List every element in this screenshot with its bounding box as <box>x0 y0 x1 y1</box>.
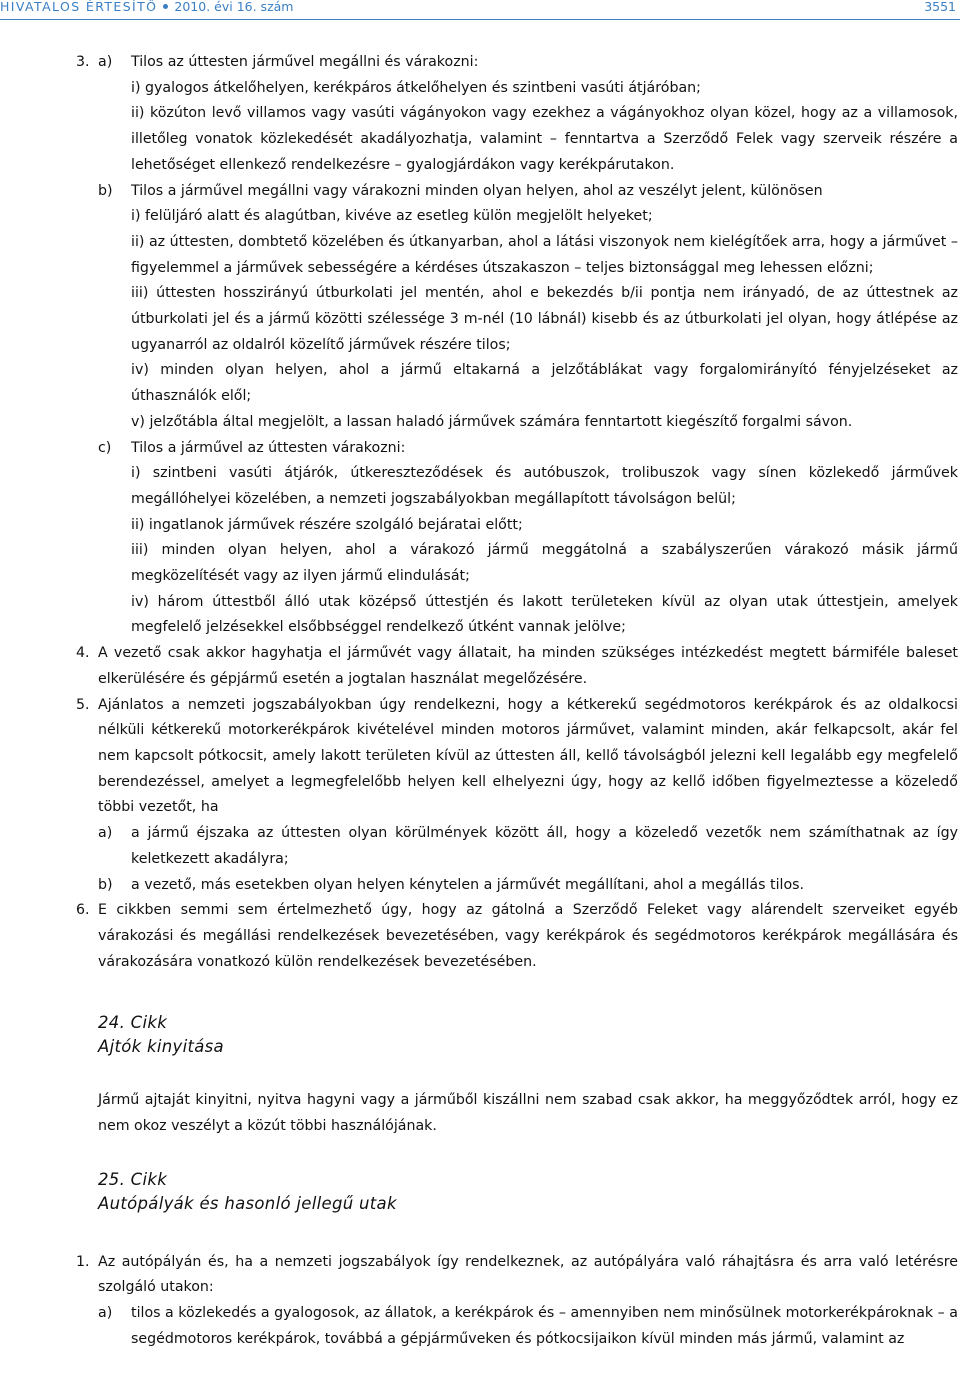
article-25-item-1 <box>0 1250 960 1301</box>
header-rule <box>0 19 960 20</box>
item-3b-v: v) jelzőtábla által megjelölt, a lassan haladó járművek számára fenntartott kiegészítő forgalmi sávon. <box>131 413 853 430</box>
item-4 <box>0 641 960 692</box>
document-body <box>0 50 960 1353</box>
item-3c-intro <box>0 436 960 462</box>
article-24-number: 24. Cikk <box>98 1013 168 1033</box>
item-3a-ii: ii) közúton levő villamos vagy vasúti vágányokon vagy ezekhez a vágányokhoz olyan közel, hogy az a villamosok, illetőleg vonatok közlekedését akadályozhatja, valamint – fenntartva a Szerződő Felek vagy szerveik részére a lehetőséget ellenkező rendelkezésre – gyalogjárdákon vagy kerékpárutakon. <box>131 105 958 173</box>
article-25-number: 25. Cikk <box>98 1169 168 1189</box>
item-3b-intro <box>0 179 960 205</box>
item-number: 5. <box>76 696 90 713</box>
item-5b <box>0 873 960 899</box>
issue-info: 2010. évi 16. szám <box>174 0 294 14</box>
item-number: 4. <box>76 645 90 662</box>
paragraph-text: a jármű éjszaka az úttesten olyan körülmények között áll, hogy a közeledő vezetők nem számíthatnak az így keletkezett akadályra; <box>131 825 958 867</box>
paragraph-text: E cikkben semmi sem értelmezhető úgy, hogy az gátolná a Szerződő Feleket vagy alárendelt szerveiket egyéb várakozási és megállási rendelkezések bevezetésében, vagy kerékpárok és segédmotoros kerékpárok megállására és várakozására vonatkozó külön rendelkezések bevezetésében. <box>98 902 958 970</box>
item-3b-i: i) felüljáró alatt és alagútban, kivéve az esetleg külön megjelölt helyeket; <box>131 208 653 225</box>
paragraph-text: Tilos a járművel az úttesten várakozni: <box>131 439 406 456</box>
paragraph-text: A vezető csak akkor hagyhatja el járművét vagy állatait, ha minden szükséges intézkedést megtett bármiféle baleset elkerülésére és gépjármű esetén a jogtalan használat megelőzésére. <box>98 645 958 687</box>
item-3c-iii: iii) minden olyan helyen, ahol a várakozó jármű meggátolná a szabályszerűen várakozó másik jármű megközelítését vagy az ilyen jármű elindulását; <box>131 542 958 585</box>
item-5a <box>0 821 960 872</box>
publication-header <box>0 0 293 14</box>
item-6 <box>0 898 960 975</box>
item-3c-iv: iv) három úttestből álló utak középső úttestjén és lakott területeken kívül az olyan utak úttestjein, amelyek megfelelő jelzésekkel elsőbbséggel rendelkező útként vannak jelölve; <box>131 593 958 636</box>
article-25-item-1a <box>0 1301 960 1352</box>
sub-label: a) <box>98 825 113 842</box>
paragraph-text: a vezető, más esetekben olyan helyen kénytelen a járművét megállítani, ahol a megállás tilos. <box>131 876 805 893</box>
item-3a-intro <box>0 50 960 76</box>
bullet-separator-icon <box>163 4 168 9</box>
sub-label: a) <box>98 1305 113 1322</box>
item-3b-iii: iii) úttesten hosszirányú útburkolati jel mentén, ahol e bekezdés b/ii pontja nem irányadó, de az úttestnek az útburkolati jel és a jármű közötti szélessége 3 m-nél (10 lábnál) kisebb és az útburkolati jel olyan, hogy átlépése az ugyanarról az oldalról közelítő járművek részére tilos; <box>131 285 958 353</box>
item-3c-i: i) szintbeni vasúti átjárók, útkereszteződések és autóbuszok, trolibuszok vagy sínen közlekedő járművek megállóhelyei közelében, a nemzeti jogszabályokban megállapított távolságon belül; <box>131 465 958 507</box>
item-number: 6. <box>76 902 90 919</box>
paragraph-text: Tilos az úttesten járművel megállni és várakozni: <box>131 54 479 70</box>
paragraph-text: tilos a közlekedés a gyalogosok, az állatok, a kerékpárok és – amennyiben nem minősülnek motorkerékpároknak – a segédmotoros kerékpárok, továbbá a gépjárműveken és pótkocsijaikon kívül minden más jármű, valamint az <box>131 1305 958 1347</box>
sub-label: b) <box>98 182 113 199</box>
article-24-text: Jármű ajtaját kinyitni, nyitva hagyni vagy a járműből kiszállni nem szabad csak akkor, ha meggyőződtek arról, hogy ez nem okoz veszélyt a közút többi használójának. <box>98 1092 958 1135</box>
item-3b-iv: iv) minden olyan helyen, ahol a jármű eltakarná a jelzőtáblákat vagy forgalomirányító fényjelzéseket az úthasználók elől; <box>131 362 958 405</box>
item-number: 1. <box>76 1253 90 1270</box>
publication-title: HIVATALOS ÉRTESÍTŐ <box>0 0 158 14</box>
sub-label: a) <box>98 54 113 70</box>
article-24-title: Ajtók kinyitása <box>98 1037 224 1057</box>
item-3b-ii: ii) az úttesten, dombtető közelében és útkanyarban, ahol a látási viszonyok nem kielégítőek arra, hogy a járművet – figyelemmel a járművek sebességére a kérdéses útszakaszon – teljes biztonsággal meg lehessen előzni; <box>131 233 958 276</box>
item-3c-ii: ii) ingatlanok járművek részére szolgáló bejáratai előtt; <box>131 516 523 533</box>
page-header <box>0 0 960 16</box>
item-number: 3. <box>76 54 90 70</box>
paragraph-text: Tilos a járművel megállni vagy várakozni minden olyan helyen, ahol az veszélyt jelent, különösen <box>131 182 823 199</box>
item-3a-i: i) gyalogos átkelőhelyen, kerékpáros átkelőhelyen és szintbeni vasúti átjáróban; <box>131 79 701 96</box>
page-number: 3551 <box>924 0 956 14</box>
item-5 <box>0 693 960 822</box>
sub-label: b) <box>98 876 113 893</box>
paragraph-text: Ajánlatos a nemzeti jogszabályokban úgy rendelkezni, hogy a kétkerekű segédmotoros kerékpárok és az oldalkocsi nélküli kétkerekű motorkerékpárok kivételével minden motoros járművet, valamint minden, akár felkapcsolt, akár fel nem kapcsolt pótkocsit, amely lakott területen kívül az úttesten áll, kellő távolságból jelezni kell legalább egy megfelelő berendezéssel, amelyet a legmegfelelőbb helyen kell elhelyezni úgy, hogy az kellő időben figyelmeztesse a közeledő többi vezetőt, ha <box>98 696 958 816</box>
article-25-title: Autópályák és hasonló jellegű utak <box>98 1193 397 1213</box>
paragraph-text: Az autópályán és, ha a nemzeti jogszabályok így rendelkeznek, az autópályára való ráhajtásra és arra való letérésre szolgáló utakon: <box>98 1253 958 1296</box>
sub-label: c) <box>98 439 112 456</box>
